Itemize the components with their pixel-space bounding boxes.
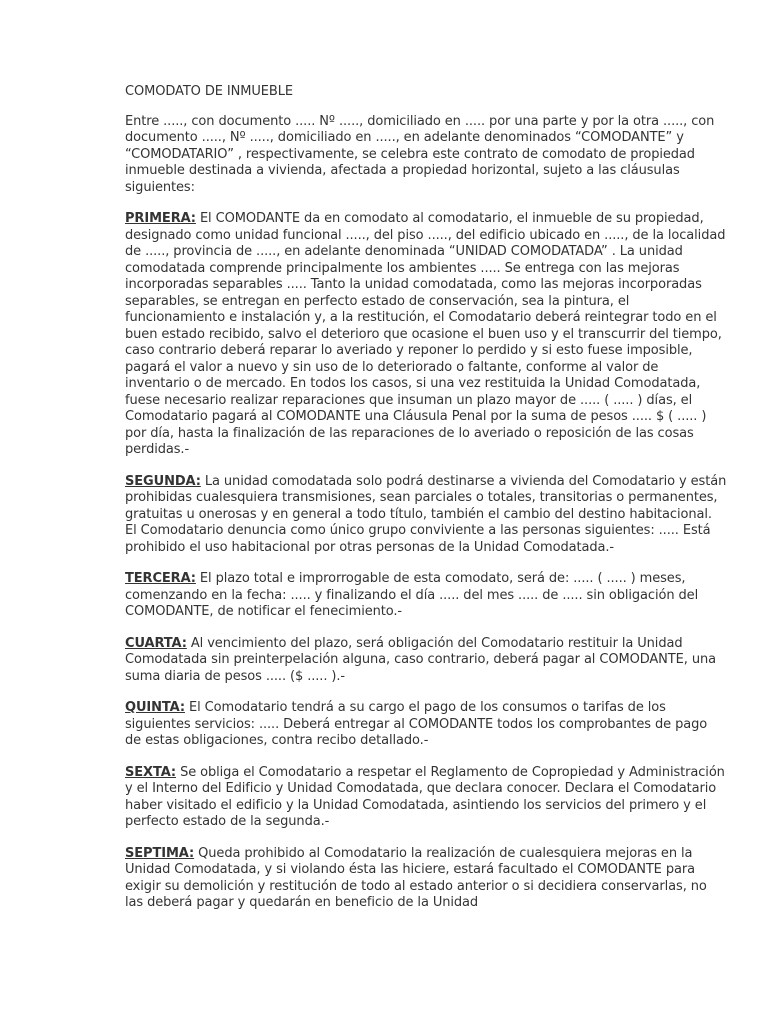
clause-label: QUINTA: xyxy=(125,700,185,715)
clause-septima xyxy=(125,846,727,912)
clause-text: Se obliga el Comodatario a respetar el Reglamento de Copropiedad y Administración y el Interno del Edificio y Unidad Comodatada, que declara conocer. Declara el Comodatario haber visitado el edificio y la Unidad Comodatada, asintiendo los servicios del primero y el perfecto estado de la segunda.- xyxy=(125,764,725,829)
clause-segunda xyxy=(125,474,727,557)
clause-sexta xyxy=(125,765,727,831)
clause-text: El Comodatario tendrá a su cargo el pago de los consumos o tarifas de los siguientes servicios: ..... Deberá entregar al COMODANTE todos los comprobantes de pago de estas obligaciones, contra recibo detallado.- xyxy=(125,700,708,748)
clause-label: PRIMERA: xyxy=(125,211,196,226)
clause-text: El COMODANTE da en comodato al comodatario, el inmueble de su propiedad, designado como unidad funcional ....., del piso ....., del edificio ubicado en ....., de la localidad de ....., provincia de ....., en adelante denominada “UNIDAD COMODATADA” . La unidad comodatada comprende principalmente los ambientes ..... Se entrega con las mejoras incorporadas separables ..... Tanto la unidad comodatada, como las mejoras incorporadas separables, se entregan en perfecto estado de conservación, sea la pintura, el funcionamiento e instalación y, a la restitución, el Comodatario deberá reintegrar todo en el buen estado recibido, salvo el deterioro que ocasione el buen uso y el transcurrir del tiempo, caso contrario deberá reparar lo averiado y reponer lo perdido y si esto fuese imposible, pagará el valor a nuevo y sin uso de lo deteriorado o faltante, conforme al valor de inventario o de mercado. En todos los casos, si una vez restituida la Unidad Comodatada, fuese necesario realizar reparaciones que insuman un plazo mayor de ..... ( ..... ) días, el Comodatario pagará al COMODANTE una Cláusula Penal por la suma de pesos ..... $ ( ..... ) por día, hasta la finalización de las reparaciones de lo averiado o reposición de las cosas perdidas.- xyxy=(125,211,726,457)
clause-label: CUARTA: xyxy=(125,635,187,651)
clause-text: La unidad comodatada solo podrá destinarse a vivienda del Comodatario y están prohibidas cualesquiera transmisiones, sean parciales o totales, transitorias o permanentes, gratuitas u onerosas y en general a todo título, también el cambio del destino habitacional. El Comodatario denuncia como único grupo conviviente a las personas siguientes: ..... Está prohibido el uso habitacional por otras personas de la Unidad Comodatada.- xyxy=(125,473,727,555)
clause-cuarta xyxy=(125,636,727,686)
clause-label: SEPTIMA: xyxy=(125,845,195,861)
clause-label: TERCERA: xyxy=(125,571,196,586)
clause-label: SEXTA: xyxy=(125,764,177,780)
clause-label: SEGUNDA: xyxy=(125,473,201,489)
clause-tercera xyxy=(125,571,727,621)
document-page xyxy=(125,84,727,927)
document-title: COMODATO DE INMUEBLE xyxy=(125,84,293,99)
clause-quinta xyxy=(125,700,727,750)
intro-paragraph: Entre ....., con documento ..... Nº ....., domiciliado en ..... por una parte y por la otra ....., con documento ....., Nº ....., domiciliado en ....., en adelante denominados “COMODANTE” y “COMODATARIO” , respectivamente, se celebra este contrato de comodato de propiedad inmueble destinada a vivienda, afectada a propiedad horizontal, sujeto a las cláusulas siguientes: xyxy=(125,113,715,195)
clause-text: El plazo total e improrrogable de esta comodato, será de: ..... ( ..... ) meses, comenzando en la fecha: ..... y finalizando el día ..... del mes ..... de ..... sin obligación del COMODANTE, de notificar el fenecimiento.- xyxy=(125,571,699,619)
clause-primera xyxy=(125,211,727,459)
clause-text: Al vencimiento del plazo, será obligación del Comodatario restituir la Unidad Comodatada sin preinterpelación alguna, caso contrario, deberá pagar al COMODANTE, una suma diaria de pesos ..... ($ ..... ).- xyxy=(125,635,716,684)
clause-text: Queda prohibido al Comodatario la realización de cualesquiera mejoras en la Unidad Comodatada, y si violando ésta las hiciere, estará facultado el COMODANTE para exigir su demolición y restitución de todo al estado anterior o si decidiera conservarlas, no las deberá pagar y quedarán en beneficio de la Unidad xyxy=(125,845,707,910)
